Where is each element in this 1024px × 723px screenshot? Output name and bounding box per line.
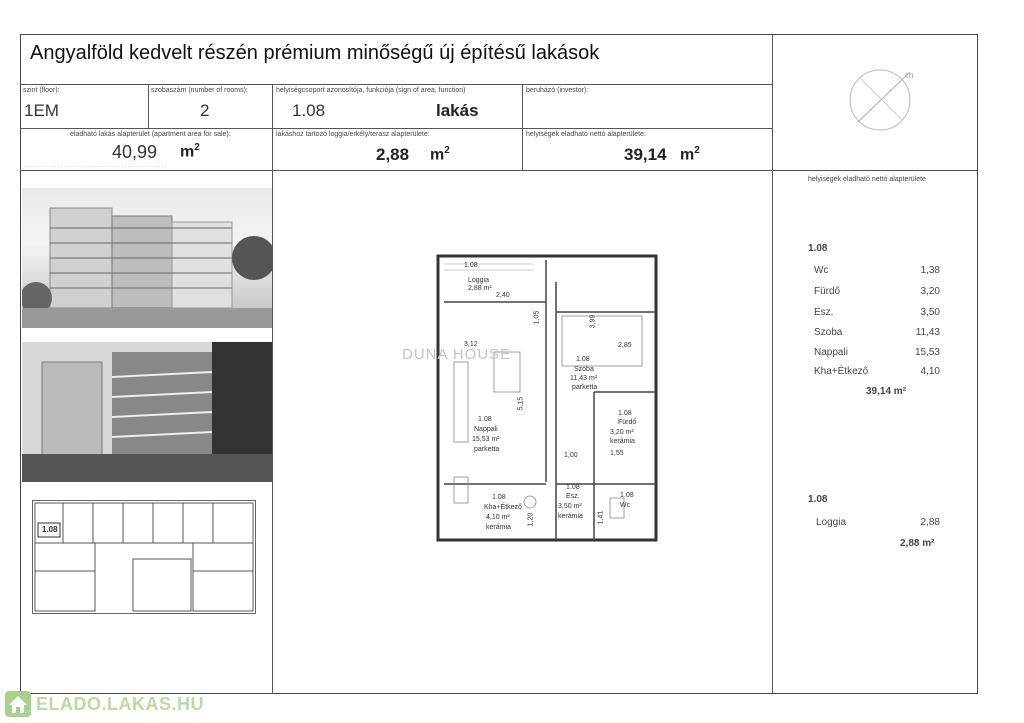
duna-house-watermark: DUNA HOUSE	[402, 346, 512, 363]
plan-wc-name: Wc	[620, 502, 631, 509]
logo-text: ELADO.LAKAS.HU	[36, 694, 204, 714]
rooms-group1-id: 1.08	[808, 243, 828, 254]
plan-loggia-id: 1.08	[464, 262, 478, 269]
plan-loggia-name: Loggia	[468, 277, 490, 284]
plan-kha-name: Kha+Étkező	[484, 504, 522, 511]
page-title: Angyalföld kedvelt részén prémium minőségű új építésű lakások	[30, 42, 600, 64]
room-name: Fürdő	[814, 286, 841, 297]
plan-dim-120: 1,20	[527, 512, 535, 527]
area-sale-value: 40,99	[112, 142, 158, 162]
floor-value: 1EM	[24, 101, 59, 120]
room-name: Kha+Étkező	[814, 366, 869, 377]
room-area: 4,10	[920, 366, 940, 377]
plan-dim-141: 1,41	[597, 510, 605, 525]
plan-nappali-area: 15,53 m²	[472, 436, 500, 443]
loggia-room-name: Loggia	[816, 517, 847, 528]
plan-nappali-id: 1.08	[478, 416, 492, 423]
group-label: helyiségcsoport azonosítója, funkciója (sign of area, function)	[276, 87, 466, 94]
plan-nappali-name: Nappali	[474, 426, 498, 433]
plan-esz-id: 1.08	[566, 484, 580, 491]
grid-line	[20, 84, 772, 85]
floor-plan	[402, 252, 660, 544]
compass-icon	[840, 60, 930, 140]
loggia-value: 2,88	[376, 145, 410, 164]
grid-line	[772, 34, 773, 694]
loggia-room-area: 2,88	[920, 517, 940, 528]
plan-dim-105: 1,05	[533, 310, 541, 325]
room-area: 1,38	[920, 265, 940, 276]
net-area-label: helyiségek eladható nettó alapterülete:	[526, 131, 646, 138]
plan-furdo-area: 3,20 m²	[610, 429, 634, 436]
room-area: 15,53	[914, 347, 940, 358]
plan-dim-285: 2,85	[618, 342, 632, 349]
plan-wc-id: 1.08	[620, 492, 634, 499]
plan-furdo-id: 1.08	[618, 410, 632, 417]
plan-furdo-name: Fürdő	[618, 419, 637, 426]
building-courtyard-photo	[22, 342, 272, 482]
plan-dim-399: 3,99	[589, 314, 597, 329]
investor-label: beruházó (investor):	[526, 87, 589, 94]
plan-kha-id: 1.08	[492, 494, 506, 501]
grid-line	[522, 84, 523, 170]
loggia-unit: $m^2$	[430, 145, 450, 164]
rooms-total2: 2,88 m²	[900, 538, 935, 549]
grid-line	[20, 170, 978, 171]
plan-kha-floor: kerámia	[486, 524, 511, 531]
plan-dim-240: 2,40	[496, 292, 510, 299]
plan-esz-floor: kerámia	[558, 513, 583, 520]
plan-esz-name: Esz.	[566, 493, 580, 500]
plan-nappali-floor: parketta	[474, 446, 500, 453]
floor-label: szint (floor):	[23, 87, 60, 94]
rooms-value: 2	[200, 101, 210, 120]
grid-line	[272, 84, 273, 694]
site-plan-unit-label: 1.08	[42, 525, 58, 534]
svg-text:m: m	[906, 70, 914, 80]
plan-szoba-area: 11,43 m²	[570, 375, 598, 382]
rooms-panel-heading: helyiségek eladható nettó alapterülete	[808, 176, 926, 183]
area-sale-unit: $m^2$	[180, 142, 200, 161]
room-area: 3,50	[920, 307, 940, 318]
plan-dim-155: 1,55	[610, 450, 624, 457]
area-sale-label: eladható lakás alapterület (apartment area for sale):	[70, 131, 231, 138]
plan-szoba-id: 1.08	[576, 356, 590, 363]
room-name: Nappali	[814, 347, 848, 358]
plan-esz-area: 3,50 m²	[558, 503, 582, 510]
rooms-total1: 39,14 m²	[866, 386, 907, 397]
room-area: 3,20	[920, 286, 940, 297]
site-plan-drawing	[32, 500, 256, 614]
group-id: 1.08	[292, 101, 326, 120]
group-function: lakás	[436, 101, 479, 120]
grid-line	[148, 84, 149, 128]
building-render-photo	[22, 188, 272, 328]
rooms-label: szobaszám (number of rooms):	[151, 87, 248, 94]
house-icon	[3, 689, 33, 719]
plan-szoba-name: Szoba	[574, 366, 594, 373]
plan-szoba-floor: parketta	[572, 384, 598, 391]
net-area-unit: $m^2$	[680, 145, 700, 164]
plan-dim-100: 1,00	[564, 452, 578, 459]
plan-loggia-area: 2,88 m²	[468, 285, 492, 292]
room-area: 11,43	[915, 327, 940, 338]
plan-furdo-floor: kerámia	[610, 438, 635, 445]
rooms-group2-id: 1.08	[808, 494, 828, 505]
grid-line	[20, 128, 772, 129]
plan-dim-312: 3,12	[464, 341, 478, 348]
room-name: Szoba	[814, 327, 843, 338]
elado-lakas-logo[interactable]	[3, 689, 217, 719]
plan-dim-515: 5,15	[517, 396, 525, 411]
fine-print: · · · · · · · · · · · · · · · · · · · · · · · · · · · · · · · · · · · · · · · · · · · · · · ·	[24, 164, 167, 170]
net-area-value: 39,14	[624, 145, 667, 164]
loggia-label: lakáshoz tartozó loggia/erkély/terasz alapterülete:	[276, 131, 430, 138]
room-name: Esz.	[814, 307, 834, 318]
plan-kha-area: 4,10 m²	[486, 514, 510, 521]
room-name: Wc	[814, 265, 829, 276]
